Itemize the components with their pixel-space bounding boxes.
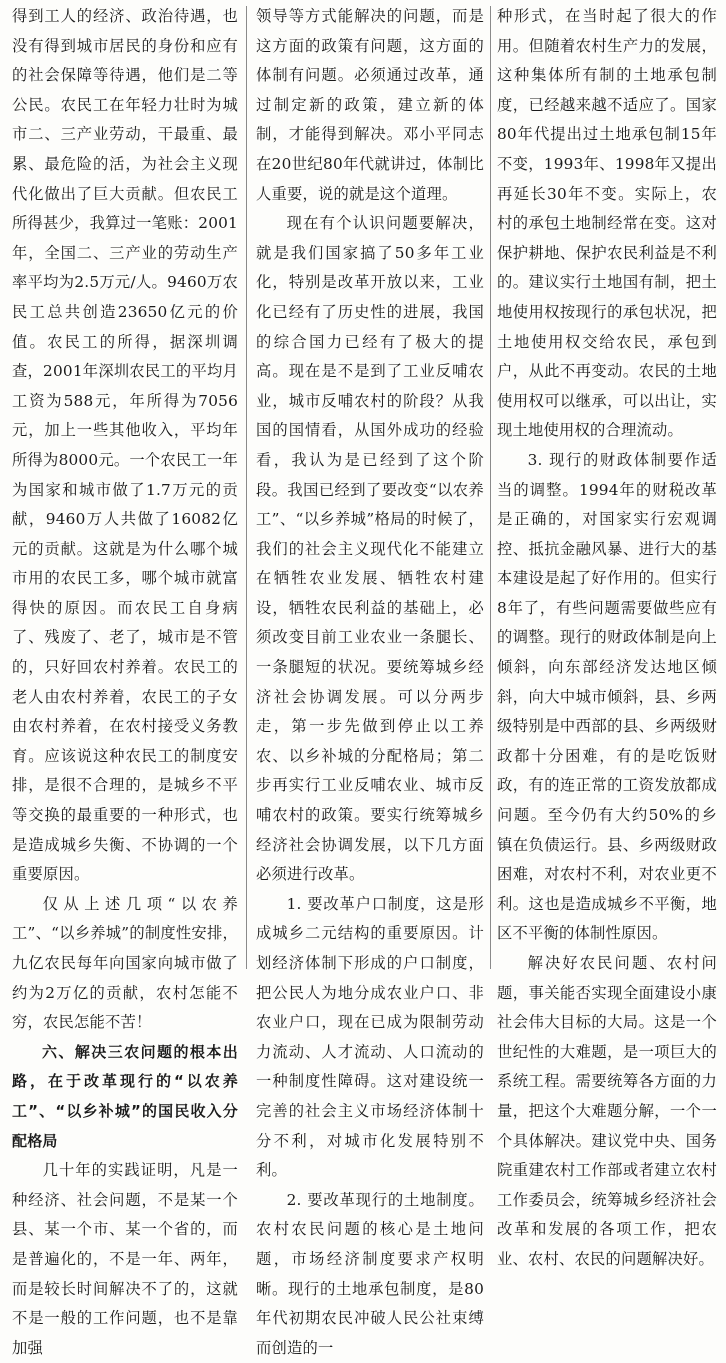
section-heading: 六、解决三农问题的根本出路，在于改革现行的“以农养工”、“以乡补城”的国民收入分配格局: [12, 1042, 238, 1150]
text-column-3: [497, 2, 717, 1268]
paragraph-continued: 领导等方式能解决的问题，而是这方面的政策有问题，这方面的体制有问题。必须通过改革，通过制定新的政策，建立新的体制，才能得到解决。邓小平同志在20世纪80年代就讲过，体制比人重要，说的就是这个道理。: [256, 7, 484, 203]
paragraph: 2. 要改革现行的土地制度。农村农民问题的核心是土地问题，市场经济制度要求产权明晰。现行的土地承包制度，是80年代初期农民冲破人民公社束缚而创造的一: [256, 1190, 484, 1357]
paragraph: 几十年的实践证明，凡是一种经济、社会问题，不是某一个县、某一个市、某一个省的，而是普遍化的，不是一年、两年，而是较长时间解决不了的，这就不是一般的工作问题，也不是靠加强: [12, 1161, 238, 1357]
text-column-1: [12, 2, 238, 1357]
paragraph-continued: 种形式，在当时起了很大的作用。但随着农村生产力的发展，这种集体所有制的土地承包制度，已经越来越不适应了。国家80年代提出过土地承包制15年不变，1993年、1998年又提出再延长30年不变。实际上，农村的承包土地制经常在变。这对保护耕地、保护农民利益是不利的。建议实行土地国有制，把土地使用权按现行的承包状况，把土地使用权交给农民，承包到户，从此不再变动。农民的土地使用权可以继承，可以出让，实现土地使用权的合理流动。: [497, 7, 717, 440]
column-divider: [490, 6, 491, 969]
paragraph: 现在有个认识问题要解决，就是我们国家搞了50多年工业化，特别是改革开放以来，工业化已经有了历史性的进展，我国的综合国力已经有了极大的提高。现在是不是到了工业反哺农业，城市反哺农村的阶段？从我国的国情看，从国外成功的经验看，我认为是已经到了这个阶段。我国已经到了要改变“以农养工”、“以乡养城”格局的时候了，我们的社会主义现代化不能建立在牺牲农业发展、牺牲农村建设，牺牲农民利益的基础上，必须改变目前工业农业一条腿长、一条腿短的状况。要统筹城乡经济社会协调发展。可以分两步走，第一步先做到停止以工养农、以乡补城的分配格局；第二步再实行工业反哺农业、城市反哺农村的政策。要实行统筹城乡经济社会协调发展，以下几方面必须进行改革。: [256, 214, 484, 884]
paragraph: 3. 现行的财政体制要作适当的调整。1994年的财税改革是正确的，对国家实行宏观调控、抵抗金融风暴、进行大的基本建设是起了好作用的。但实行8年了，有些问题需要做些应有的调整。现行的财政体制是向上倾斜，向东部经济发达地区倾斜，向大中城市倾斜，县、乡两级特别是中西部的县、乡两级财政都十分困难，有的是吃饭财政，有的连正常的工资发放都成问题。至今仍有大约50%的乡镇在负债运行。县、乡两级财政困难，对农村不利，对农业更不利。这也是造成城乡不平衡，地区不平衡的体制性原因。: [497, 450, 717, 943]
column-divider: [246, 6, 247, 969]
paragraph: 1. 要改革户口制度，这是形成城乡二元结构的重要原因。计划经济体制下形成的户口制度，把公民人为地分成农业户口、非农业户口，现在已成为限制劳动力流动、人才流动、人口流动的一种制度性障碍。这对建设统一完善的社会主义市场经济体制十分不利，对城市化发展特别不利。: [256, 894, 484, 1180]
paragraph: 解决好农民问题、农村问题，事关能否实现全面建设小康社会伟大目标的大局。这是一个世纪性的大难题，是一项巨大的系统工程。需要统筹各方面的力量，把这个大难题分解，一个一个具体解决。建议党中央、国务院重建农村工作部或者建立农村工作委员会，统筹城乡经济社会改革和发展的各项工作，把农业、农村、农民的问题解决好。: [497, 954, 717, 1268]
paragraph: 仅从上述几项“以农养工”、“以乡养城”的制度性安排，九亿农民每年向国家向城市做了约为2万亿的贡献，农村怎能不穷，农民怎能不苦！: [12, 894, 238, 1032]
paragraph-continued: 得到工人的经济、政治待遇，也没有得到城市居民的身份和应有的社会保障等待遇，他们是二等公民。农民工在年轻力壮时为城市二、三产业劳动，干最重、最累、最危险的活，为社会主义现代化做出了巨大贡献。但农民工所得甚少，我算过一笔账：2001年，全国二、三产业的劳动生产率平均为2.5万元/人。9460万农民工总共创造23650亿元的价值。农民工的所得，据深圳调查，2001年深圳农民工的平均月工资为588元，年所得为7056元，加上一些其他收入，平均年所得为8000元。一个农民工一年为国家和城市做了1.7万元的贡献，9460万人共做了16082亿元的贡献。这就是为什么哪个城市用的农民工多，哪个城市就富得快的原因。而农民工自身病了、残废了、老了，城市是不管的，只好回农村养着。农民工的老人由农村养着，农民工的子女由农村养着，在农村接受义务教育。应该说这种农民工的制度安排，是很不合理的，是城乡不平等交换的最重要的一种形式，也是造成城乡失衡、不协调的一个重要原因。: [12, 7, 238, 884]
text-column-2: [256, 2, 484, 1357]
